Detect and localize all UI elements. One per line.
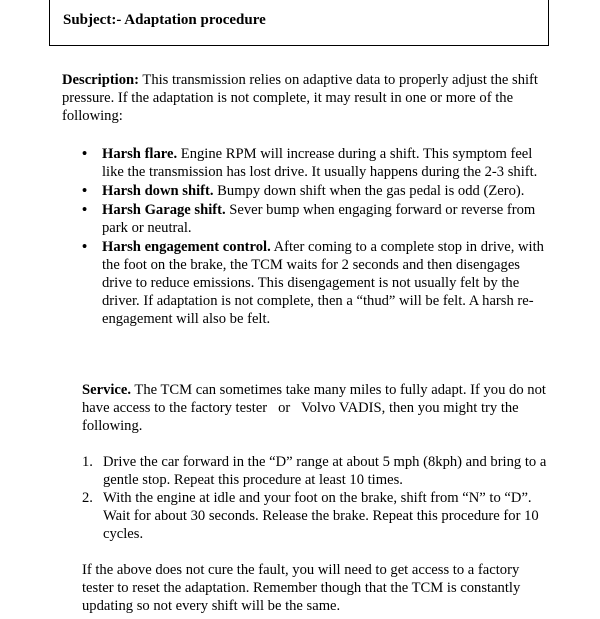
symptom-text: Sever bump when engaging forward or reverse from park or neutral. xyxy=(102,202,536,236)
symptom-text: Bumpy down shift when the gas pedal is odd (Zero). xyxy=(213,183,525,199)
list-item xyxy=(62,201,548,237)
bullet-icon: • xyxy=(82,239,88,255)
bullet-icon: • xyxy=(82,146,88,162)
description-paragraph xyxy=(62,71,548,125)
list-item xyxy=(82,489,548,543)
list-item xyxy=(62,182,548,200)
symptom-term: Harsh engagement control. xyxy=(102,239,271,255)
description-text: This transmission relies on adaptive data to properly adjust the shift pressure. If the adaptation is not complete, it may result in one or more of the following: xyxy=(62,72,538,124)
symptom-text: After coming to a complete stop in drive, with the foot on the brake, the TCM waits for 2 seconds and then disengages drive to reduce emissions. This disengagement is not usually felt by the driver. If adaptation is not complete, then a “thud” will be felt. A harsh re-engagement will also be felt. xyxy=(102,239,544,327)
bullet-icon: • xyxy=(82,202,88,218)
bullet-icon: • xyxy=(82,183,88,199)
closing-paragraph: If the above does not cure the fault, you will need to get access to a factory tester to reset the adaptation. Remember though that the TCM is constantly updating so not every shift will be the same. xyxy=(82,562,521,614)
symptom-term: Harsh down shift. xyxy=(102,183,214,199)
subject-heading: Subject:- Adaptation procedure xyxy=(63,12,266,28)
step-number: 2. xyxy=(82,490,93,506)
list-item xyxy=(82,453,548,489)
description-label: Description: xyxy=(62,72,140,88)
symptom-text: Engine RPM will increase during a shift. This symptom feel like the transmission has lost drive. It usually happens during the 2-3 shift. xyxy=(102,146,538,180)
service-label: Service. xyxy=(82,382,132,398)
service-paragraph xyxy=(82,381,548,435)
step-text: Drive the car forward in the “D” range at about 5 mph (8kph) and bring to a gentle stop. Repeat this procedure at least 10 times. xyxy=(103,454,547,488)
subject-box xyxy=(49,0,549,46)
step-text: With the engine at idle and your foot on the brake, shift from “N” to “D”. Wait for about 30 seconds. Release the brake. Repeat this procedure for 10 cycles. xyxy=(103,490,539,542)
step-list xyxy=(82,453,548,543)
list-item xyxy=(62,145,548,181)
symptom-term: Harsh flare. xyxy=(102,146,178,162)
symptom-list xyxy=(62,145,548,329)
service-text: The TCM can sometimes take many miles to fully adapt. If you do not have access to the factory tester or Volvo VADIS, then you might try the following. xyxy=(82,382,550,434)
step-number: 1. xyxy=(82,454,93,470)
symptom-term: Harsh Garage shift. xyxy=(102,202,226,218)
list-item xyxy=(62,238,548,328)
